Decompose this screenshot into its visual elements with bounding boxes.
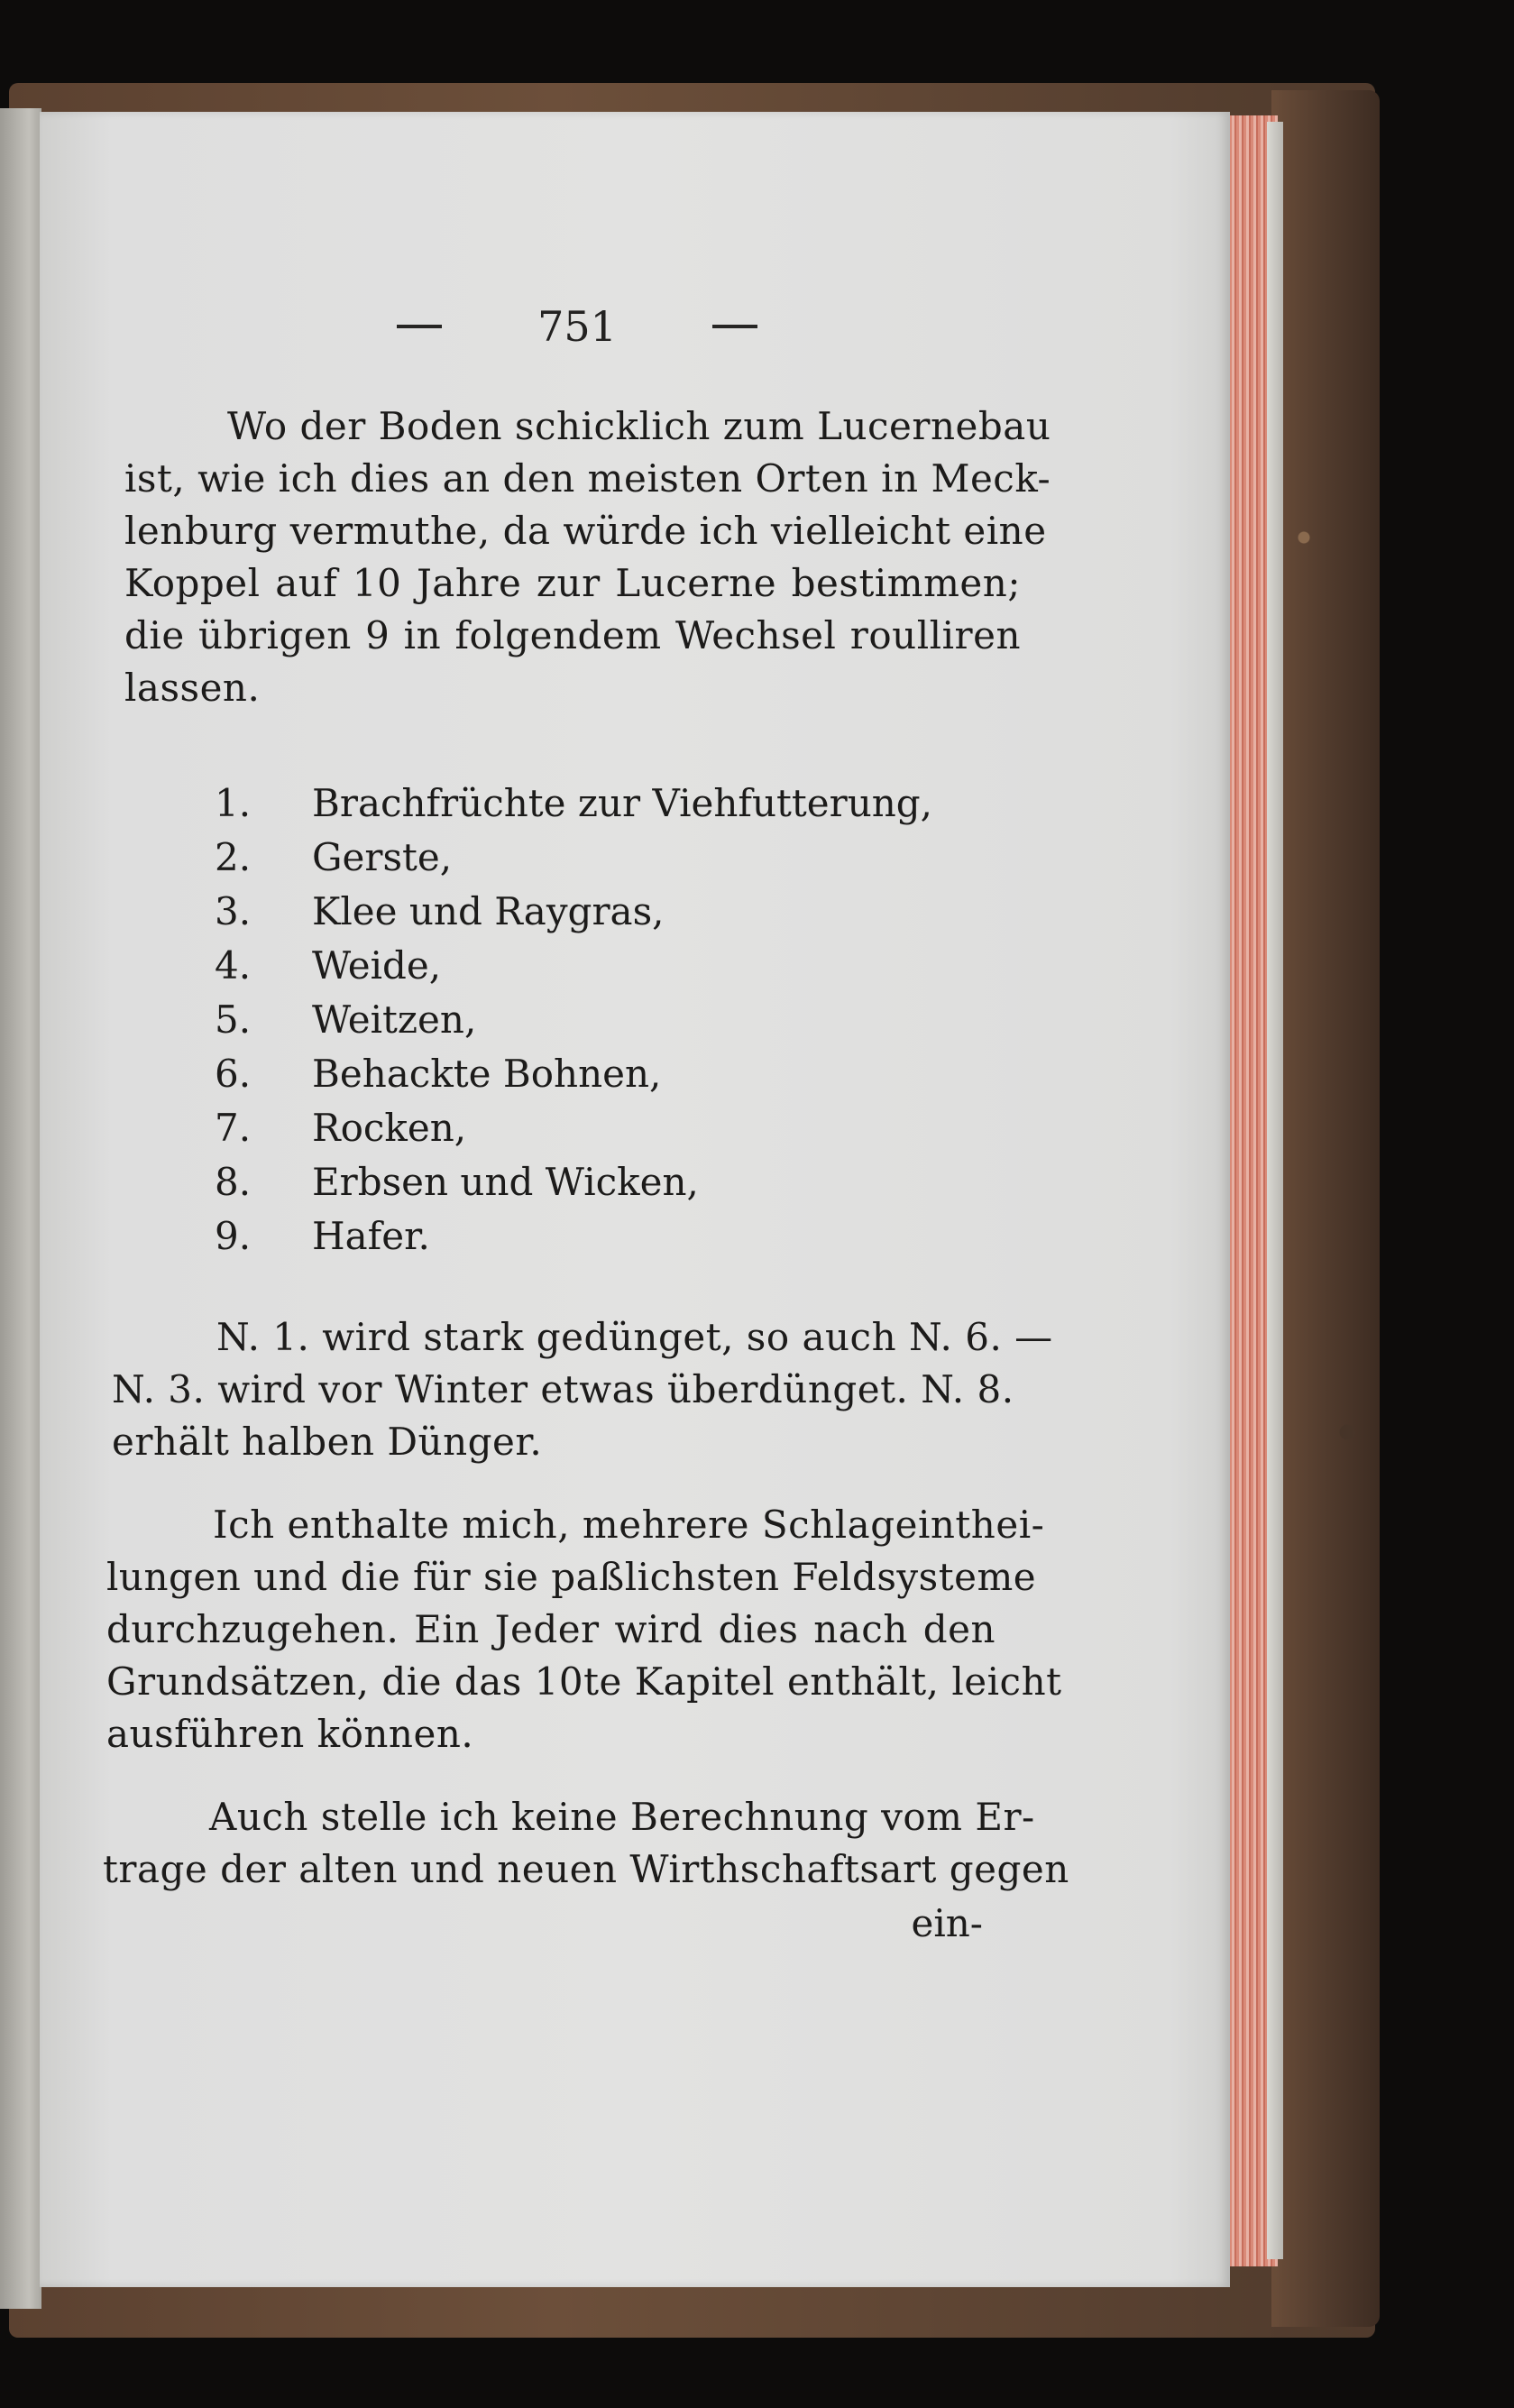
list-item bbox=[215, 1214, 430, 1258]
list-item bbox=[215, 1052, 661, 1096]
text-line: Ich enthalte mich, mehrere Schlageinthei- bbox=[213, 1503, 1045, 1547]
text-line: N. 3. wird vor Winter etwas überdünget. N. 8. bbox=[112, 1367, 1014, 1411]
facing-page-edge bbox=[0, 108, 41, 2309]
list-number: 7. bbox=[215, 1106, 252, 1150]
list-number: 2. bbox=[215, 835, 252, 879]
list-number: 1. bbox=[215, 781, 252, 825]
list-number: 4. bbox=[215, 943, 252, 988]
list-item bbox=[215, 889, 664, 933]
list-number: 8. bbox=[215, 1160, 252, 1204]
text-line: lungen und die für sie paßlichsten Feldsysteme bbox=[106, 1555, 1037, 1599]
header-dash-right bbox=[712, 325, 757, 328]
text-line: ist, wie ich dies an den meisten Orten in Meck- bbox=[124, 456, 1051, 501]
text-line: durchzugehen. Ein Jeder wird dies nach den bbox=[106, 1607, 996, 1651]
text-line: Wo der Boden schicklich zum Lucernebau bbox=[227, 404, 1051, 448]
catchword: ein- bbox=[911, 1901, 983, 1945]
list-item bbox=[215, 1160, 699, 1204]
text-line: lassen. bbox=[124, 666, 261, 710]
list-text: Brachfrüchte zur Viehfutterung, bbox=[312, 781, 933, 825]
list-item bbox=[215, 1106, 466, 1150]
text-line: die übrigen 9 in folgendem Wechsel roulliren bbox=[124, 613, 1021, 657]
header-dash-left bbox=[397, 325, 442, 328]
book-binding-edge bbox=[1271, 90, 1380, 2327]
text-line: trage der alten und neuen Wirthschaftsart gegen bbox=[103, 1847, 1069, 1891]
text-line: Koppel auf 10 Jahre zur Lucerne bestimmen; bbox=[124, 561, 1021, 605]
list-item bbox=[215, 997, 476, 1042]
list-number: 5. bbox=[215, 997, 252, 1042]
list-number: 3. bbox=[215, 889, 252, 933]
list-text: Weitzen, bbox=[312, 997, 477, 1042]
list-text: Weide, bbox=[312, 943, 442, 988]
text-line: Grundsätzen, die das 10te Kapitel enthält, leicht bbox=[106, 1659, 1062, 1704]
list-text: Rocken, bbox=[312, 1106, 467, 1150]
list-item bbox=[215, 943, 441, 988]
page-stack bbox=[1267, 122, 1283, 2259]
text-line: N. 1. wird stark gedünget, so auch N. 6. — bbox=[216, 1315, 1053, 1359]
text-line: lenburg vermuthe, da würde ich vielleicht eine bbox=[124, 509, 1047, 553]
list-number: 6. bbox=[215, 1052, 252, 1096]
list-number: 9. bbox=[215, 1214, 252, 1258]
page-header bbox=[397, 302, 757, 351]
text-line: ausführen können. bbox=[106, 1712, 474, 1756]
list-text: Hafer. bbox=[312, 1214, 430, 1258]
page-number: 751 bbox=[537, 302, 617, 351]
list-text: Klee und Raygras, bbox=[312, 889, 665, 933]
text-line: Auch stelle ich keine Berechnung vom Er- bbox=[209, 1795, 1035, 1839]
list-text: Gerste, bbox=[312, 835, 453, 879]
list-item bbox=[215, 781, 932, 825]
list-item bbox=[215, 835, 452, 879]
text-line: erhält halben Dünger. bbox=[112, 1420, 543, 1464]
list-text: Behackte Bohnen, bbox=[312, 1052, 662, 1096]
list-text: Erbsen und Wicken, bbox=[312, 1160, 699, 1204]
